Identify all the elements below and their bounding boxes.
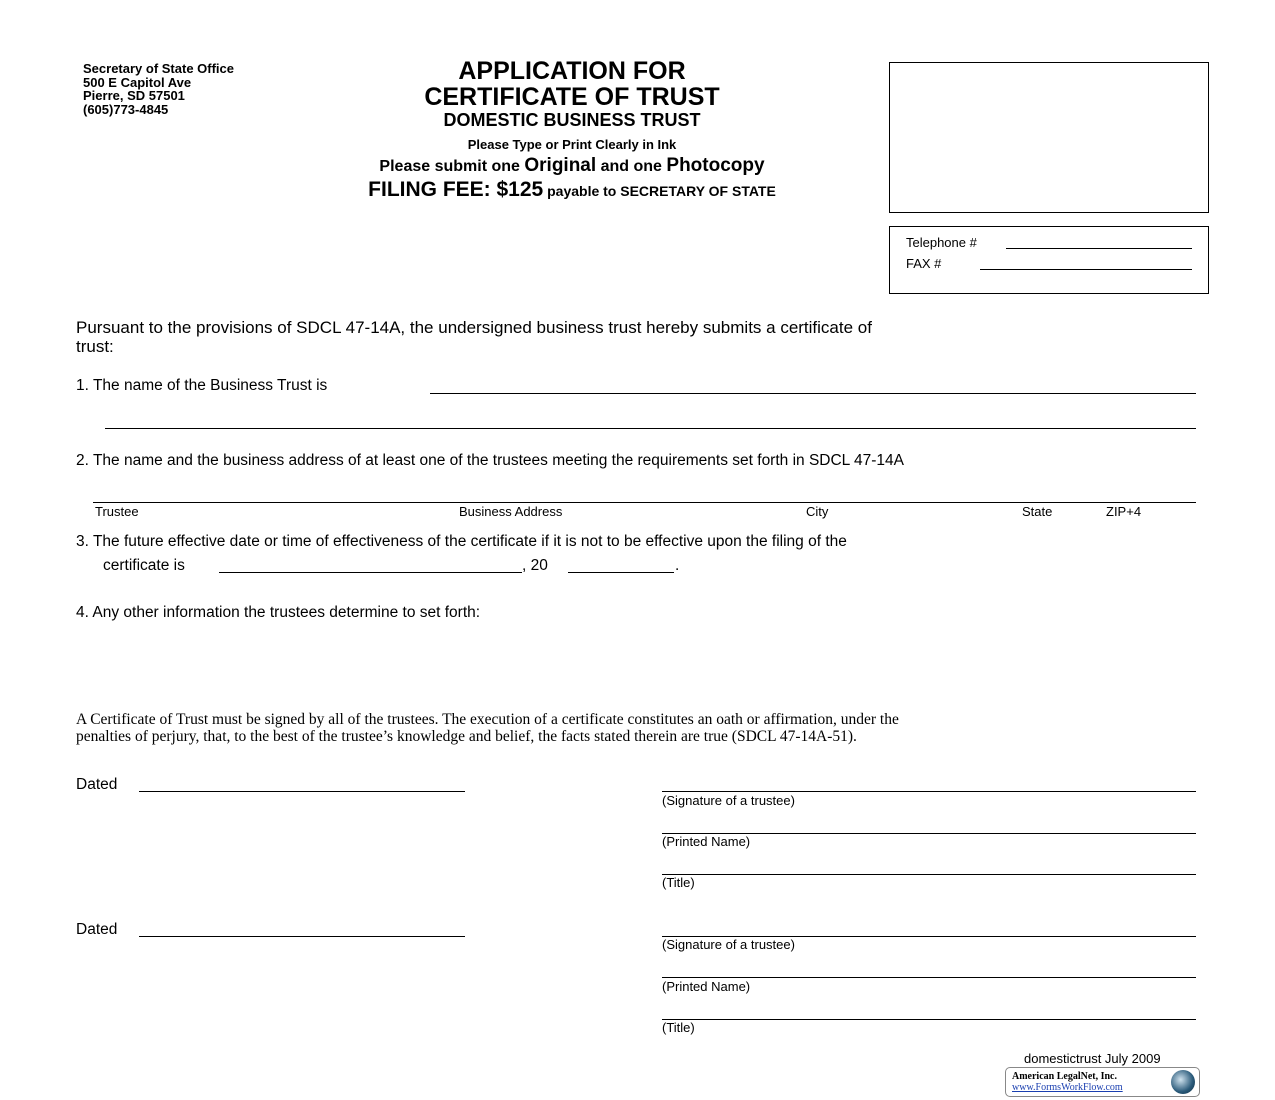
office-use-box	[889, 62, 1209, 213]
item-1-label: 1. The name of the Business Trust is	[76, 377, 328, 394]
intro-text-2: trust:	[76, 337, 114, 356]
oath-line-2: penalties of perjury, that, to the best of the trustee’s knowledge and belief, the facts stated therein are true (SDCL 47-14A-51).	[76, 728, 857, 745]
title-line-1: APPLICATION FOR	[458, 57, 686, 85]
signature-field-1[interactable]	[662, 791, 1196, 792]
contact-box	[889, 226, 1209, 294]
telephone-field[interactable]	[1006, 248, 1192, 249]
title-line-2: CERTIFICATE OF TRUST	[424, 83, 720, 111]
col-trustee: Trustee	[95, 504, 139, 519]
subtitle: DOMESTIC BUSINESS TRUST	[443, 110, 701, 130]
trust-name-field-2[interactable]	[105, 428, 1196, 429]
office-street: 500 E Capitol Ave	[83, 74, 192, 90]
instruction: Please Type or Print Clearly in Ink	[467, 137, 677, 152]
effective-year-field[interactable]	[568, 572, 674, 573]
title-label-2: (Title)	[662, 1020, 695, 1035]
fee-payable: payable to SECRETARY OF STATE	[543, 183, 776, 199]
office-city: Pierre, SD 57501	[83, 88, 185, 103]
title-field-1[interactable]	[662, 874, 1196, 875]
filing-fee	[368, 178, 776, 202]
office-address	[83, 62, 234, 116]
item-3-certificate: certificate is	[103, 557, 185, 574]
title-field-2[interactable]	[662, 1019, 1196, 1020]
telephone-label: Telephone #	[906, 235, 977, 250]
signature-label-1: (Signature of a trustee)	[662, 793, 795, 808]
signature-label-2: (Signature of a trustee)	[662, 937, 795, 952]
dated-field-2[interactable]	[139, 936, 465, 937]
printed-name-field-2[interactable]	[662, 977, 1196, 978]
trust-name-field[interactable]	[430, 393, 1196, 394]
office-name: Secretary of State Office	[83, 61, 235, 76]
logo-name: American LegalNet, Inc.	[1012, 1071, 1117, 1082]
fax-label: FAX #	[906, 256, 942, 271]
submit-mid: and one	[596, 158, 667, 175]
dated-field-1[interactable]	[139, 791, 465, 792]
logo-url[interactable]: www.FormsWorkFlow.com	[1012, 1082, 1123, 1093]
dated-label-2: Dated	[76, 921, 118, 938]
col-city: City	[806, 504, 829, 519]
effective-date-field[interactable]	[219, 572, 522, 573]
title-label-1: (Title)	[662, 875, 695, 890]
dated-label-1: Dated	[76, 776, 118, 793]
col-state: State	[1022, 504, 1053, 519]
american-legalnet-logo[interactable]	[1005, 1067, 1200, 1097]
form-id: domestictrust July 2009	[1024, 1051, 1161, 1066]
intro-text: Pursuant to the provisions of SDCL 47-14A, the undersigned business trust hereby submits a certificate of	[76, 318, 872, 337]
item-3-period: .	[675, 557, 680, 574]
trustee-address-field[interactable]	[93, 502, 1196, 503]
submit-original: Original	[524, 155, 597, 176]
item-3-label: 3. The future effective date or time of effectiveness of the certificate if it is not to be effective upon the filing of the	[76, 533, 847, 550]
col-zip: ZIP+4	[1106, 504, 1142, 519]
office-phone: (605)773-4845	[83, 101, 169, 117]
item-2-label: 2. The name and the business address of at least one of the trustees meeting the requirements set forth in SDCL 47-14A	[76, 452, 905, 469]
item-4-label: 4. Any other information the trustees determine to set forth:	[76, 604, 481, 621]
item-3-year-prefix: , 20	[522, 557, 548, 574]
col-business-address: Business Address	[459, 504, 563, 519]
submit-photocopy: Photocopy	[666, 155, 765, 176]
oath-line-1: A Certificate of Trust must be signed by all of the trustees. The execution of a certificate constitutes an oath or affirmation, under the	[76, 711, 899, 728]
fax-field[interactable]	[980, 269, 1192, 270]
submit-pre: Please submit one	[379, 158, 525, 175]
globe-icon	[1171, 1070, 1195, 1094]
printed-name-label-1: (Printed Name)	[662, 834, 751, 849]
submit-note	[379, 155, 764, 177]
printed-name-label-2: (Printed Name)	[662, 979, 751, 994]
fee-label: FILING FEE: $125	[368, 178, 544, 201]
